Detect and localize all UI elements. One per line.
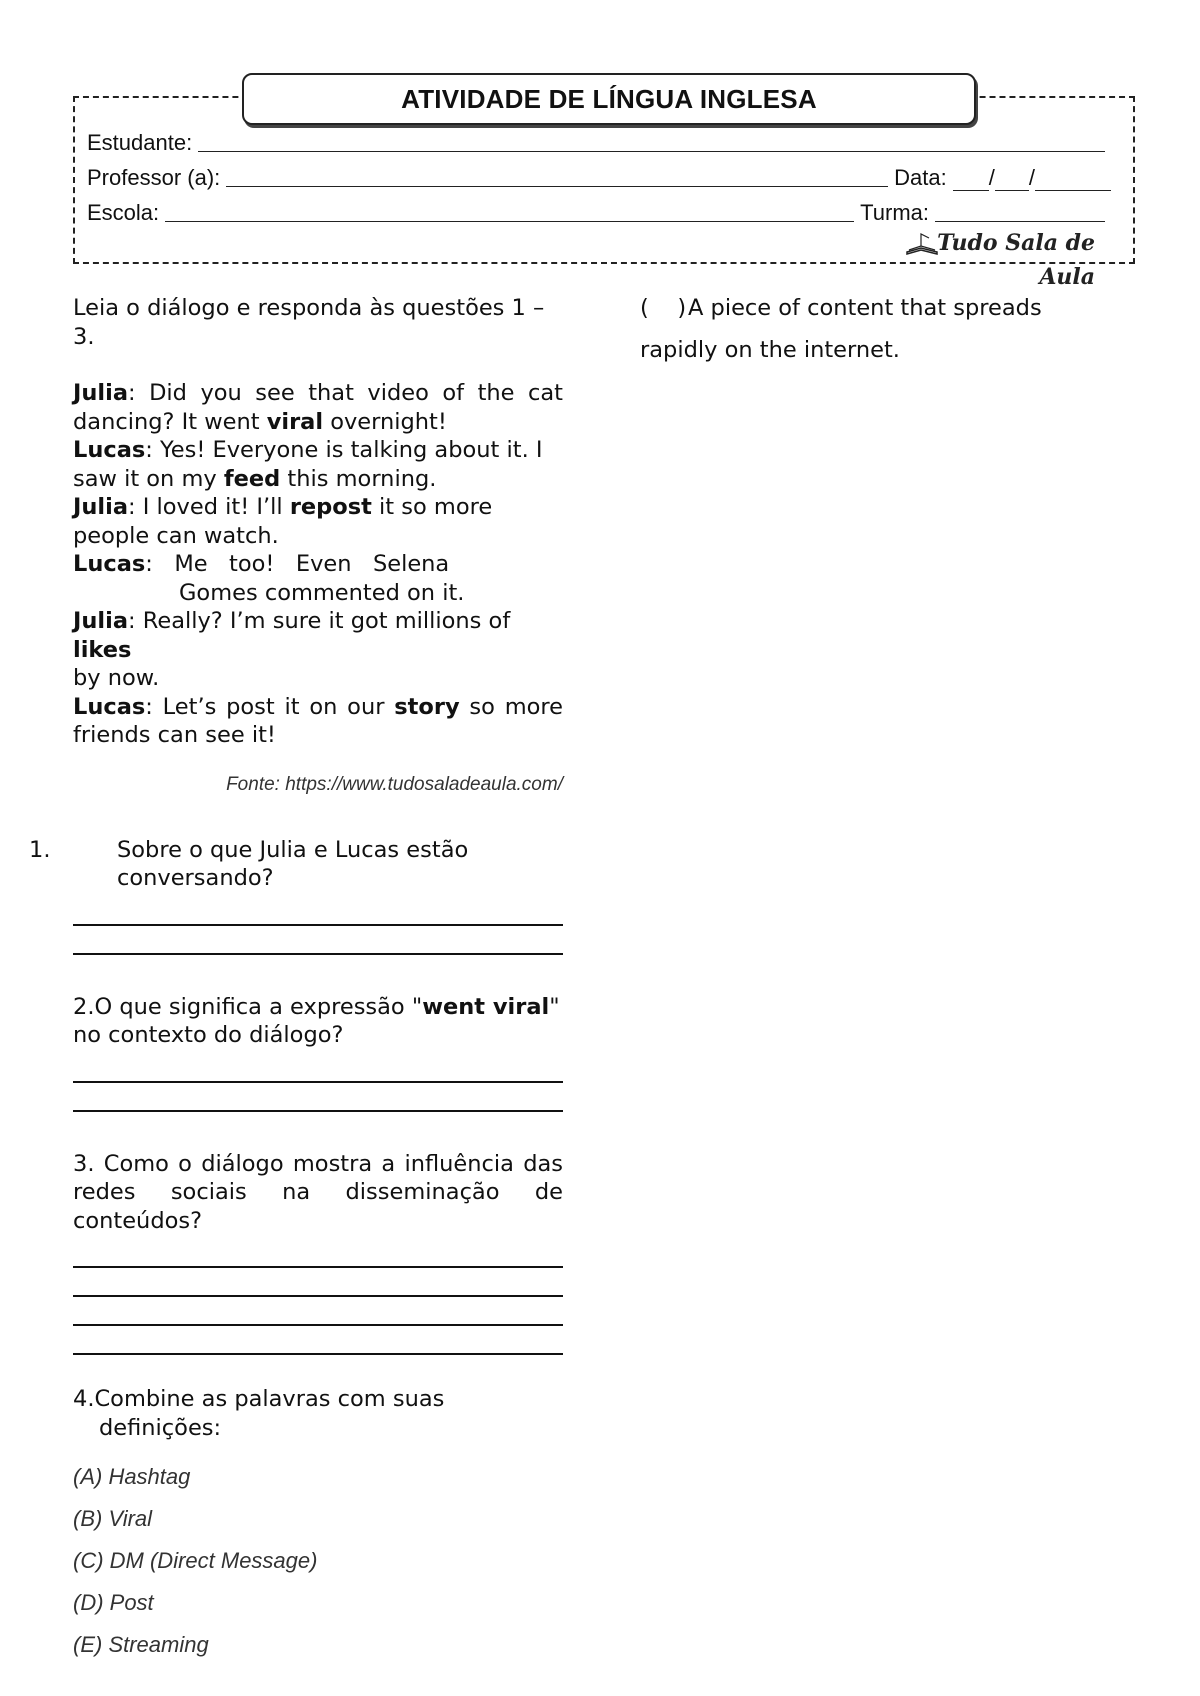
answer-lines[interactable] <box>73 897 563 955</box>
definition-text: A piece of content that spreads rapidly on the internet. <box>640 295 1042 363</box>
date-month-blank[interactable] <box>995 172 1029 191</box>
left-column <box>29 294 564 1666</box>
question-text: 3. Como o diálogo mostra a influência das redes sociais na disseminação de conteúdos? <box>73 1150 564 1234</box>
answer-paren[interactable]: ( ) <box>640 295 687 321</box>
date-sep: / <box>1028 165 1035 190</box>
student-label: Estudante: <box>87 130 193 155</box>
option-item: (B) Viral <box>73 1506 153 1531</box>
question-1 <box>29 836 563 955</box>
question-text: 2.O que significa a expressão "went viral" no contexto do diálogo? <box>73 993 560 1048</box>
definition-item <box>640 287 1120 371</box>
logo-text: Tudo Sala de Aula <box>937 230 1095 290</box>
dialogue-line: Julia: Did you see that video of the cat dancing? It went viral overnight! <box>73 380 563 435</box>
question-2 <box>73 993 563 1112</box>
student-line <box>87 126 1111 156</box>
class-field[interactable] <box>935 220 1105 222</box>
date-year-blank[interactable] <box>1035 172 1111 191</box>
page-title: ATIVIDADE DE LÍNGUA INGLESA <box>242 73 976 125</box>
date-sep: / <box>988 165 995 190</box>
date-field[interactable] <box>953 165 1111 191</box>
question-4 <box>73 1385 563 1666</box>
dialogue-line-continued: Gomes commented on it. <box>179 579 465 606</box>
school-line <box>87 196 1111 226</box>
question-text: 1. Sobre o que Julia e Lucas estão conversando? <box>29 836 469 891</box>
answer-lines[interactable] <box>73 1239 563 1355</box>
option-item: (C) DM (Direct Message) <box>73 1548 318 1573</box>
student-field[interactable] <box>198 150 1105 152</box>
dialogue-line: Julia: I loved it! I’ll repost it so more people can watch. <box>73 494 493 549</box>
intro-text: Leia o diálogo e responda às questões 1 – 3. <box>73 295 545 350</box>
school-label: Escola: <box>87 200 160 225</box>
dialogue <box>73 379 563 750</box>
class-label: Turma: <box>860 200 929 225</box>
book-icon <box>905 232 939 256</box>
teacher-label: Professor (a): <box>87 165 221 190</box>
teacher-line <box>87 161 1111 191</box>
dialogue-line: Julia: Really? I’m sure it got millions of likes by now. <box>73 608 511 691</box>
logo <box>905 226 1095 290</box>
source-citation: Fonte: https://www.tudosaladeaula.com/ <box>226 773 563 795</box>
dialogue-line: Lucas: Let’s post it on our story so more friends can see it! <box>73 693 563 748</box>
school-field[interactable] <box>165 220 854 222</box>
date-label: Data: <box>894 165 947 190</box>
dialogue-line: Lucas: Yes! Everyone is talking about it. I saw it on my feed this morning. <box>73 437 543 492</box>
right-column <box>640 294 1120 371</box>
question-3 <box>73 1150 563 1356</box>
teacher-field[interactable] <box>226 185 888 187</box>
answer-lines[interactable] <box>73 1054 563 1112</box>
question-text: 4.Combine as palavras com suas definições: <box>73 1386 445 1441</box>
date-day-blank[interactable] <box>953 172 989 191</box>
options-list <box>73 1456 563 1666</box>
option-item: (A) Hashtag <box>73 1464 191 1489</box>
option-item: (D) Post <box>73 1590 154 1615</box>
option-item: (E) Streaming <box>73 1632 209 1657</box>
dialogue-line: Lucas: Me too! Even Selena <box>73 551 450 577</box>
